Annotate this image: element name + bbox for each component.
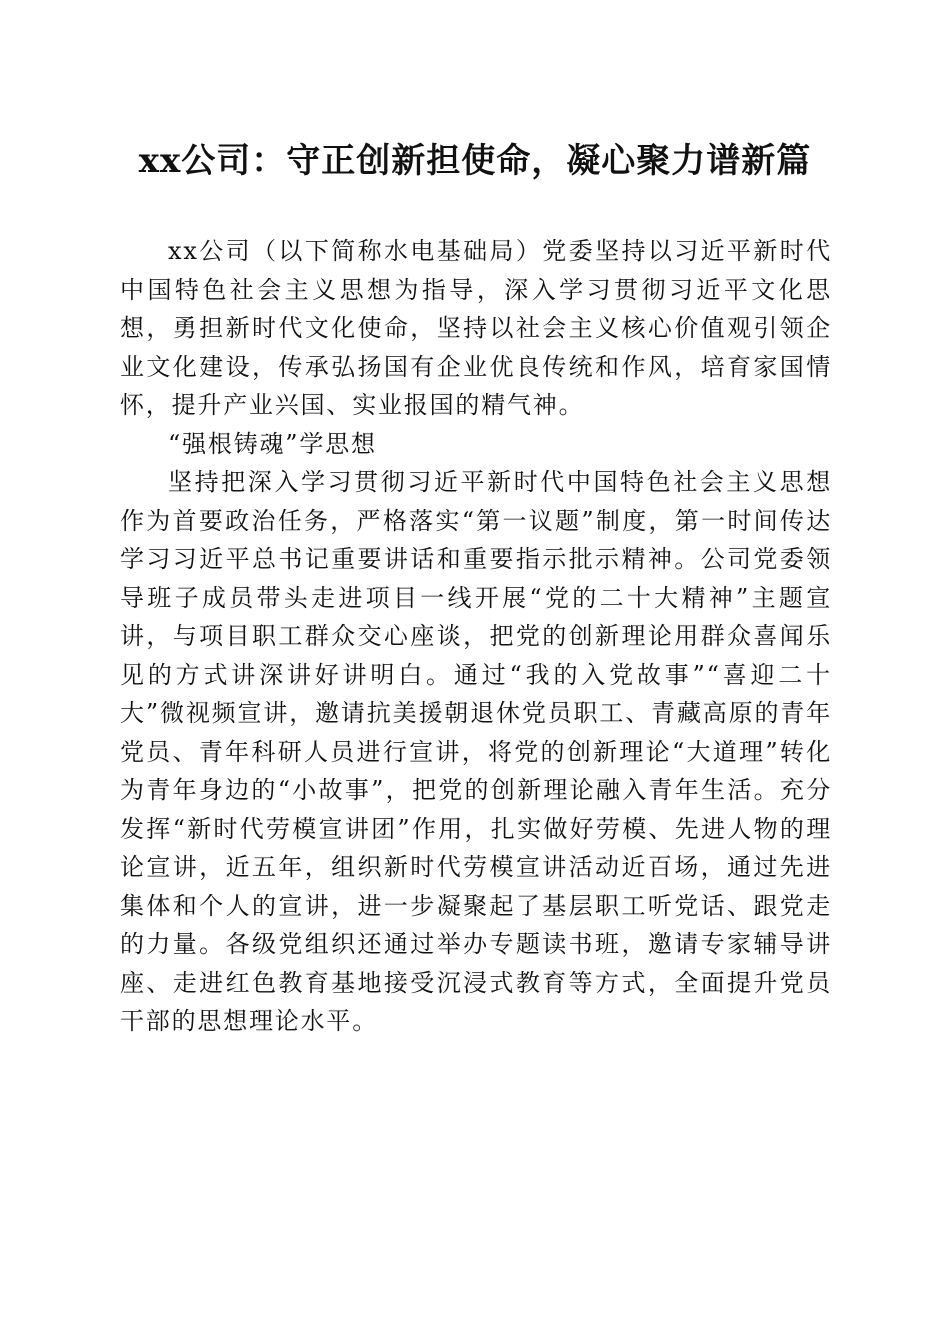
document-body — [120, 232, 832, 1041]
section-paragraph: 坚持把深入学习贯彻习近平新时代中国特色社会主义思想作为首要政治任务，严格落实“第一议题”制度，第一时间传达学习习近平总书记重要讲话和重要指示批示精神。公司党委领导班子成员带头走进项目一线开展“党的二十大精神”主题宣讲，与项目职工群众交心座谈，把党的创新理论用群众喜闻乐见的方式讲深讲好讲明白。通过“我的入党故事”“喜迎二十大”微视频宣讲，邀请抗美援朝退休党员职工、青藏高原的青年党员、青年科研人员进行宣讲，将党的创新理论“大道理”转化为青年身边的“小故事”，把党的创新理论融入青年生活。充分发挥“新时代劳模宣讲团”作用，扎实做好劳模、先进人物的理论宣讲，近五年，组织新时代劳模宣讲活动近百场，通过先进集体和个人的宣讲，进一步凝聚起了基层职工听党话、跟党走的力量。各级党组织还通过举办专题读书班，邀请专家辅导讲座、走进红色教育基地接受沉浸式教育等方式，全面提升党员干部的思想理论水平。 — [120, 468, 832, 1035]
document-title: xx公司：守正创新担使命，凝心聚力谱新篇 — [138, 141, 812, 181]
intro-paragraph: xx公司（以下简称水电基础局）党委坚持以习近平新时代中国特色社会主义思想为指导，深入学习贯彻习近平文化思想，勇担新时代文化使命，坚持以社会主义核心价值观引领企业文化建设，传承弘扬国有企业优良传统和作风，培育家国情怀，提升产业兴国、实业报国的精气神。 — [120, 237, 832, 419]
section-heading: “强根铸魂”学思想 — [168, 429, 377, 458]
